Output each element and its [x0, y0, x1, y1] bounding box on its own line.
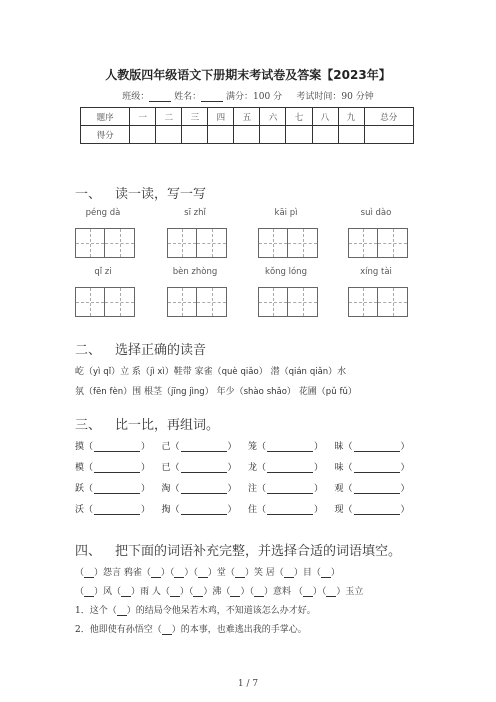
- section-1-heading: [75, 183, 206, 202]
- section-3-heading: [75, 414, 219, 433]
- text: ）（: [160, 568, 175, 578]
- writing-grid[interactable]: [75, 228, 135, 258]
- answer-blank[interactable]: [181, 443, 227, 452]
- compare-item: 掏（ ）: [161, 505, 237, 515]
- pinyin-option[interactable]: fǔ: [339, 387, 348, 397]
- char: 观: [334, 484, 344, 494]
- pinyin-option[interactable]: shǎo: [266, 387, 287, 397]
- answer-blank[interactable]: [354, 485, 400, 494]
- text: ）围 根茎（: [123, 387, 171, 397]
- section-title: 把下面的词语补充完整，并选择合适的词语填空。: [115, 544, 402, 559]
- text: ）立 系（: [111, 367, 150, 377]
- document-title: 人教版四年级语文下册期末考试卷及答案【2023年】: [105, 68, 391, 82]
- compare-item: 住（ ）: [248, 505, 324, 515]
- score-table-header-row: [81, 108, 414, 126]
- answer-blank[interactable]: [117, 608, 127, 616]
- answer-blank[interactable]: [267, 443, 313, 452]
- pinyin-option[interactable]: jì xì: [149, 367, 165, 377]
- name-blank: [201, 93, 223, 102]
- answer-blank[interactable]: [326, 589, 336, 597]
- answer-blank[interactable]: [94, 464, 140, 473]
- pinyin-label: péng dà: [85, 208, 121, 218]
- text: ）水: [328, 367, 347, 377]
- answer-blank[interactable]: [170, 589, 180, 597]
- writing-cell[interactable]: [258, 228, 288, 258]
- text: （: [75, 587, 85, 597]
- text: ）玉立: [336, 587, 364, 597]
- idiom-row-1: [75, 565, 340, 578]
- compare-item: 龙（ ）: [248, 463, 324, 473]
- score-cell[interactable]: [286, 126, 312, 144]
- compare-row: [75, 435, 421, 456]
- score-cell[interactable]: [312, 126, 338, 144]
- compare-item: 跃（ ）: [75, 484, 151, 494]
- section-title: 选择正确的读音: [115, 343, 207, 358]
- text: 屹（: [75, 367, 94, 377]
- answer-blank[interactable]: [267, 464, 313, 473]
- score-cell[interactable]: [234, 126, 260, 144]
- text: ） 花圃（: [286, 387, 326, 397]
- compare-item: 已（ ）: [161, 463, 237, 473]
- writing-cell[interactable]: [348, 228, 378, 258]
- exam-info: [0, 89, 496, 102]
- score-header-cell: 五: [234, 108, 260, 126]
- writing-cell[interactable]: [105, 287, 135, 317]
- text: 2．他即使有孙悟空（: [75, 625, 162, 635]
- section-number: 一、: [75, 187, 102, 202]
- compare-item: 笼（ ）: [248, 442, 324, 452]
- char: 已: [161, 463, 171, 473]
- answer-blank[interactable]: [193, 589, 203, 597]
- score-header-cell: 八: [312, 108, 338, 126]
- reading-line-2: [75, 384, 357, 397]
- answer-blank[interactable]: [84, 570, 94, 578]
- answer-blank[interactable]: [303, 589, 313, 597]
- score-cell[interactable]: [130, 126, 156, 144]
- answer-blank[interactable]: [354, 464, 400, 473]
- pinyin-label: xíng tài: [360, 267, 392, 277]
- name-label: 姓名：: [174, 92, 202, 102]
- writing-grid[interactable]: [348, 228, 408, 258]
- answer-blank[interactable]: [162, 627, 172, 635]
- writing-cell[interactable]: [258, 287, 288, 317]
- compare-row: [75, 498, 421, 519]
- text: ）鞋带 家雀（: [164, 367, 222, 377]
- writing-grid[interactable]: [258, 228, 318, 258]
- char: 现: [334, 505, 344, 515]
- writing-grid[interactable]: [348, 287, 408, 317]
- pinyin-label: kāi pì: [274, 208, 298, 218]
- pinyin-option[interactable]: qián: [288, 367, 307, 377]
- score-table: [80, 107, 414, 144]
- compare-item: 摸（ ）: [75, 442, 151, 452]
- answer-blank[interactable]: [267, 485, 313, 494]
- section-2-heading: [75, 339, 206, 358]
- text: ）堂（: [207, 568, 235, 578]
- text: ）的本事，也难逃出我的手掌心。: [171, 625, 307, 635]
- answer-blank[interactable]: [94, 506, 140, 515]
- question-2: [75, 622, 307, 635]
- pinyin-option[interactable]: què: [221, 367, 238, 377]
- char: 注: [248, 484, 258, 494]
- char: 昧: [334, 442, 344, 452]
- text: ）风（: [94, 587, 122, 597]
- pinyin-option[interactable]: shào: [243, 387, 264, 397]
- writing-cell[interactable]: [105, 228, 135, 258]
- score-cell[interactable]: [208, 126, 234, 144]
- score-header-cell: 九: [338, 108, 364, 126]
- text: ） 潜（: [258, 367, 289, 377]
- compare-item: 沃（ ）: [75, 505, 151, 515]
- writing-grid[interactable]: [167, 287, 227, 317]
- compare-row: [75, 456, 421, 477]
- pinyin-label: qǐ zi: [94, 267, 112, 277]
- writing-grid[interactable]: [75, 287, 135, 317]
- answer-blank[interactable]: [181, 506, 227, 515]
- text: ）沸（: [203, 587, 231, 597]
- text: ）的结局令他呆若木鸡，不知道该怎么办才好。: [126, 606, 316, 616]
- score-header-cell: 三: [182, 108, 208, 126]
- text: ）目（: [293, 568, 321, 578]
- pinyin-label: kǒng lóng: [265, 267, 307, 277]
- section-number: 四、: [75, 544, 102, 559]
- char: 住: [248, 505, 258, 515]
- writing-cell[interactable]: [348, 287, 378, 317]
- char: 摸: [75, 442, 85, 452]
- writing-cell[interactable]: [75, 228, 105, 258]
- pinyin-option[interactable]: qiǎo: [240, 367, 259, 377]
- answer-blank[interactable]: [151, 570, 161, 578]
- class-label: 班级：: [122, 92, 150, 102]
- score-header-cell: 六: [260, 108, 286, 126]
- compare-row: [75, 477, 421, 498]
- pinyin-option[interactable]: fēn: [93, 387, 107, 397]
- pinyin-label: suì dào: [360, 208, 392, 218]
- pinyin-option[interactable]: pǔ: [325, 387, 337, 397]
- answer-blank[interactable]: [198, 570, 208, 578]
- full-score: 满分：100 分: [226, 92, 283, 102]
- writing-cell[interactable]: [288, 228, 318, 258]
- answer-blank[interactable]: [235, 570, 245, 578]
- char: 沃: [75, 505, 85, 515]
- score-header-cell: 一: [130, 108, 156, 126]
- compare-item: 己（ ）: [161, 442, 237, 452]
- answer-blank[interactable]: [94, 443, 140, 452]
- compare-item: 现（ ）: [334, 505, 410, 515]
- text: ）意料 （: [263, 587, 303, 597]
- compare-item: 昧（ ）: [334, 442, 410, 452]
- answer-blank[interactable]: [284, 570, 294, 578]
- text: ）: [347, 387, 357, 397]
- writing-cell[interactable]: [167, 287, 197, 317]
- text: ） 年少（: [204, 387, 244, 397]
- writing-cell[interactable]: [197, 228, 227, 258]
- pinyin-option[interactable]: qǐ: [103, 367, 112, 377]
- class-blank: [149, 93, 171, 102]
- answer-blank[interactable]: [94, 485, 140, 494]
- text: ）（: [184, 568, 198, 578]
- compare-grid: [75, 435, 421, 519]
- section-4-heading: [75, 540, 401, 559]
- pinyin-label: sī zhǐ: [184, 208, 206, 218]
- char: 跃: [75, 484, 85, 494]
- char: 笼: [248, 442, 258, 452]
- char: 龙: [248, 463, 258, 473]
- pinyin-label: bèn zhòng: [172, 267, 218, 277]
- text: ）怨言 鸦雀（: [94, 568, 151, 578]
- answer-blank[interactable]: [267, 506, 313, 515]
- score-header-cell: 四: [208, 108, 234, 126]
- writing-cell[interactable]: [288, 287, 318, 317]
- answer-blank[interactable]: [181, 464, 227, 473]
- idiom-row-2: [75, 584, 363, 597]
- compare-item: 注（ ）: [248, 484, 324, 494]
- answer-blank[interactable]: [181, 485, 227, 494]
- text: ）（: [240, 587, 254, 597]
- text: ）雨 人（: [131, 587, 170, 597]
- reading-line-1: [75, 364, 346, 377]
- score-cell[interactable]: [156, 126, 182, 144]
- answer-blank[interactable]: [174, 570, 184, 578]
- char: 模: [75, 463, 85, 473]
- text: ）笑 居（: [244, 568, 284, 578]
- score-cell[interactable]: [260, 126, 286, 144]
- score-table-score-row: [81, 126, 414, 144]
- writing-cell[interactable]: [378, 287, 408, 317]
- compare-item: 味（ ）: [334, 463, 410, 473]
- answer-blank[interactable]: [121, 589, 131, 597]
- char: 淘: [161, 484, 171, 494]
- section-title: 比一比，再组词。: [115, 418, 220, 433]
- writing-cell[interactable]: [75, 287, 105, 317]
- answer-blank[interactable]: [321, 570, 331, 578]
- compare-item: 淘（ ）: [161, 484, 237, 494]
- answer-blank[interactable]: [354, 443, 400, 452]
- answer-blank[interactable]: [254, 589, 264, 597]
- section-title: 读一读，写一写: [115, 187, 207, 202]
- answer-blank[interactable]: [84, 589, 94, 597]
- score-header-cell: 总分: [364, 108, 413, 126]
- char: 掏: [161, 505, 171, 515]
- pinyin-option[interactable]: jīng jìng: [170, 387, 205, 397]
- text: ）（: [179, 587, 194, 597]
- compare-item: 模（ ）: [75, 463, 151, 473]
- writing-cell[interactable]: [167, 228, 197, 258]
- text: 氛（: [75, 387, 94, 397]
- score-cell[interactable]: [338, 126, 364, 144]
- text: （: [75, 568, 85, 578]
- question-1: [75, 603, 316, 616]
- section-number: 三、: [75, 418, 102, 433]
- char: 己: [161, 442, 171, 452]
- section-number: 二、: [75, 343, 102, 358]
- answer-blank[interactable]: [230, 589, 240, 597]
- score-header-cell: 二: [156, 108, 182, 126]
- writing-grid[interactable]: [258, 287, 318, 317]
- writing-cell[interactable]: [197, 287, 227, 317]
- score-header-cell: 七: [286, 108, 312, 126]
- pinyin-option[interactable]: fèn: [109, 387, 124, 397]
- page-number: 1 / 7: [237, 679, 259, 689]
- compare-item: 观（ ）: [334, 484, 410, 494]
- text: ）: [330, 568, 340, 578]
- writing-cell[interactable]: [378, 228, 408, 258]
- text: 1．这个（: [75, 606, 117, 616]
- char: 味: [334, 463, 344, 473]
- score-cell[interactable]: [364, 126, 413, 144]
- writing-grid[interactable]: [167, 228, 227, 258]
- pinyin-option[interactable]: yì: [93, 367, 101, 377]
- answer-blank[interactable]: [354, 506, 400, 515]
- score-cell[interactable]: [182, 126, 208, 144]
- pinyin-option[interactable]: qiǎn: [309, 367, 329, 377]
- exam-time: 考试时间：90 分钟: [296, 92, 374, 102]
- score-header-cell: 题序: [81, 108, 130, 126]
- text: ）（: [312, 587, 327, 597]
- score-row-label: 得分: [81, 126, 130, 144]
